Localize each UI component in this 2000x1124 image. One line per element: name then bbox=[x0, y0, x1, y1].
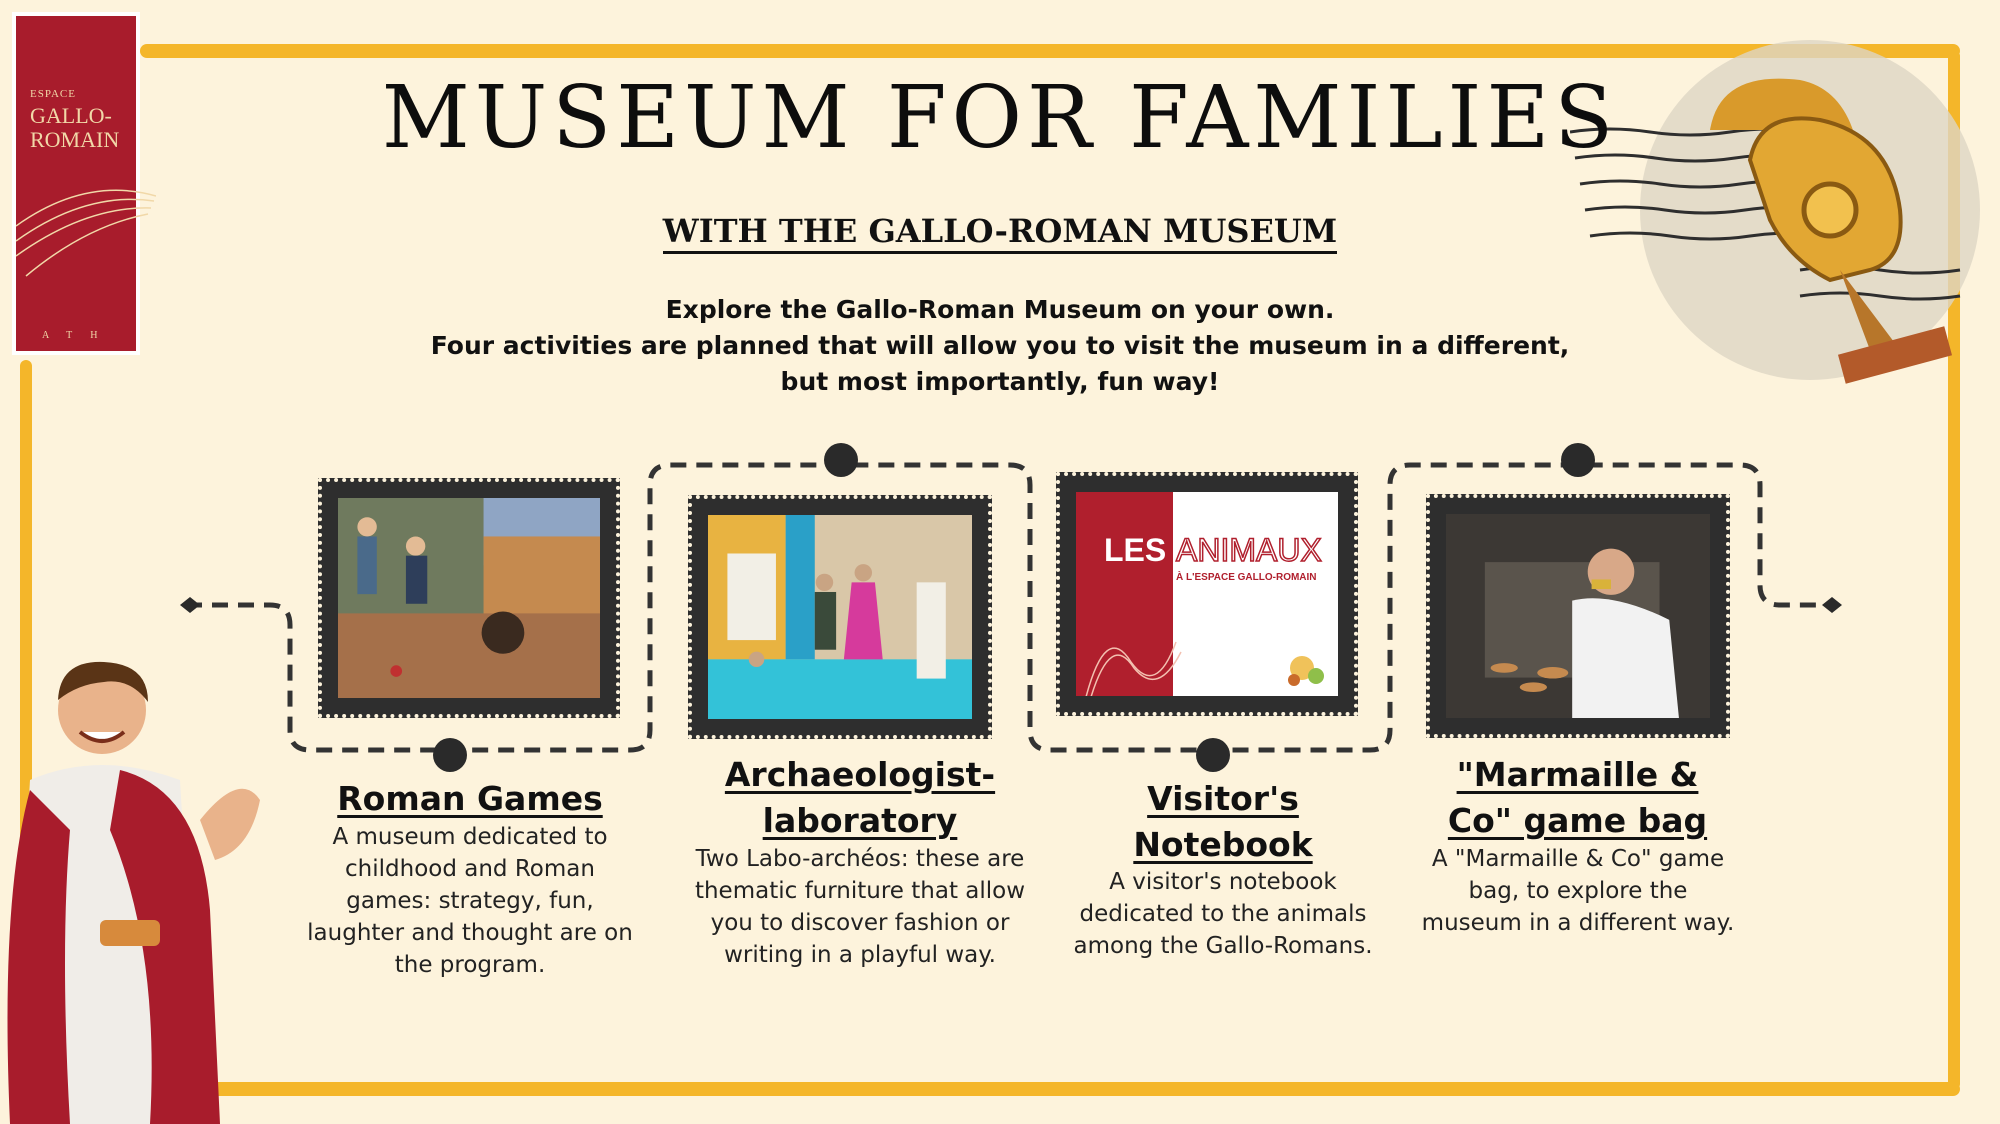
logo-small-text: ESPACE bbox=[30, 88, 76, 100]
page-title: MUSEUM FOR FAMILIES bbox=[381, 68, 1619, 168]
marmaille-game-bag-title: "Marmaille & Co" game bag bbox=[1447, 755, 1708, 840]
marmaille-game-bag-photo bbox=[1446, 514, 1710, 718]
visitors-notebook-title: Visitor's Notebook bbox=[1133, 779, 1313, 864]
les-animaux-cover bbox=[1076, 492, 1338, 696]
cover-subtitle-text: À L'ESPACE GALLO-ROMAIN bbox=[1176, 572, 1317, 583]
timeline-dot-2 bbox=[824, 443, 858, 477]
cartoon-animal-icon bbox=[1282, 648, 1328, 688]
archaeologist-lab-photo bbox=[708, 515, 972, 719]
archaeologist-lab-photo-stamp bbox=[688, 495, 992, 739]
archaeologist-lab-title: Archaeologist-laboratory bbox=[724, 755, 996, 840]
intro-line-1: Explore the Gallo-Roman Museum on your own. bbox=[665, 295, 1335, 324]
timeline-dot-1 bbox=[433, 738, 467, 772]
marmaille-game-bag-photo-stamp bbox=[1426, 494, 1730, 738]
cover-decoration-lines bbox=[1076, 602, 1186, 696]
visitors-notebook-description: A visitor's notebook dedicated to the animals among the Gallo-Romans. bbox=[1073, 869, 1373, 959]
cover-les-text: LES bbox=[1104, 532, 1167, 568]
roman-games-photo-stamp bbox=[318, 478, 620, 718]
logo-bottom-text: ATH bbox=[42, 330, 116, 341]
subtitle-text: WITH THE GALLO-ROMAN MUSEUM bbox=[663, 212, 1337, 254]
timeline-end-diamond bbox=[1822, 597, 1842, 613]
marmaille-game-bag-description: A "Marmaille & Co" game bag, to explore the museum in a different way. bbox=[1421, 846, 1735, 936]
archaeologist-lab-description: Two Labo-archéos: these are thematic furniture that allow you to discover fashion or writing in a playful way. bbox=[694, 846, 1026, 968]
cover-animaux-text bbox=[1176, 532, 1322, 569]
roman-games-photo bbox=[338, 498, 600, 698]
logo-main-text: GALLO-ROMAIN bbox=[30, 103, 120, 152]
timeline-dot-3 bbox=[1196, 738, 1230, 772]
intro-line-3: but most importantly, fun way! bbox=[780, 367, 1220, 396]
timeline-start-diamond bbox=[180, 597, 200, 613]
cover-animaux-label: ANIMAUX bbox=[1176, 532, 1322, 568]
roman-games-description: A museum dedicated to childhood and Roman games: strategy, fun, laughter and thought are on the program. bbox=[307, 824, 633, 978]
timeline-dot-4 bbox=[1561, 443, 1595, 477]
intro-line-2: Four activities are planned that will allow you to visit the museum in a different, bbox=[430, 331, 1570, 360]
roman-games-title: Roman Games bbox=[337, 779, 603, 818]
visitors-notebook-stamp bbox=[1056, 472, 1358, 716]
